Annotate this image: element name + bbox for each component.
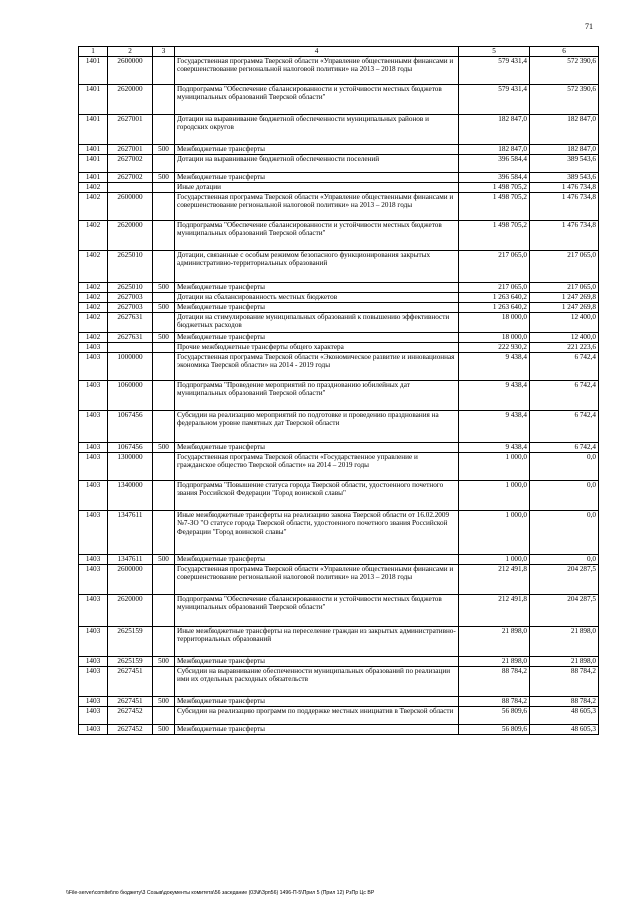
cell-c5: 88 784,2 <box>459 696 530 706</box>
table-row <box>79 312 599 332</box>
table-row <box>79 302 599 312</box>
cell-c5: 9 438,4 <box>459 442 530 452</box>
cell-c6: 0,0 <box>530 452 599 480</box>
cell-c6: 217 065,0 <box>530 250 599 282</box>
cell-c6: 217 065,0 <box>530 282 599 292</box>
cell-c4: Межбюджетные трансферты <box>175 724 459 734</box>
cell-c3 <box>153 706 175 724</box>
cell-c5: 88 784,2 <box>459 666 530 696</box>
cell-c4: Государственная программа Тверской области «Управление общественными финансами и совершенствование региональной налоговой политики» на 2013 – 2018 годы <box>175 564 459 594</box>
cell-c2: 2627452 <box>108 724 153 734</box>
cell-c3: 500 <box>153 656 175 666</box>
cell-c5: 21 898,0 <box>459 656 530 666</box>
cell-c1: 1403 <box>79 554 108 564</box>
cell-c1: 1403 <box>79 626 108 656</box>
header-row <box>79 47 599 57</box>
cell-c4: Государственная программа Тверской области «Государственное управление и гражданское общество Тверской области» на 2014 – 2019 годы <box>175 452 459 480</box>
cell-c6: 48 605,3 <box>530 706 599 724</box>
page-number: 71 <box>585 22 593 31</box>
cell-c2: 2627001 <box>108 144 153 154</box>
cell-c1: 1401 <box>79 56 108 84</box>
cell-c6: 21 898,0 <box>530 656 599 666</box>
cell-c2: 2627451 <box>108 696 153 706</box>
cell-c1: 1401 <box>79 114 108 144</box>
cell-c2: 2620000 <box>108 84 153 114</box>
cell-c6: 1 476 734,8 <box>530 182 599 192</box>
cell-c1: 1403 <box>79 342 108 352</box>
cell-c2 <box>108 182 153 192</box>
table-row <box>79 172 599 182</box>
table-row <box>79 696 599 706</box>
cell-c1: 1403 <box>79 724 108 734</box>
cell-c3 <box>153 182 175 192</box>
file-path-footer: \\File-server\comitet\по бюджету\3 Созыв\документы комитета\56 заседание (03\й\Зрп56) 1496-П-5\Прил 5 (Прил 12) РзПр Цс ВР <box>66 890 375 896</box>
cell-c2: 2627001 <box>108 114 153 144</box>
cell-c1: 1403 <box>79 706 108 724</box>
cell-c3 <box>153 666 175 696</box>
cell-c1: 1403 <box>79 510 108 554</box>
table-row <box>79 192 599 220</box>
cell-c1: 1401 <box>79 144 108 154</box>
cell-c3 <box>153 250 175 282</box>
cell-c4: Дотации на выравнивание бюджетной обеспеченности муниципальных районов и городских округов <box>175 114 459 144</box>
cell-c4: Межбюджетные трансферты <box>175 696 459 706</box>
cell-c6: 1 476 734,8 <box>530 192 599 220</box>
cell-c2: 2627451 <box>108 666 153 696</box>
cell-c1: 1402 <box>79 250 108 282</box>
cell-c2: 1300000 <box>108 452 153 480</box>
cell-c6: 6 742,4 <box>530 442 599 452</box>
cell-c5: 212 491,8 <box>459 594 530 626</box>
cell-c3 <box>153 564 175 594</box>
cell-c5: 396 584,4 <box>459 172 530 182</box>
cell-c1: 1403 <box>79 666 108 696</box>
table-row <box>79 380 599 410</box>
cell-c6: 182 847,0 <box>530 114 599 144</box>
table-row <box>79 666 599 696</box>
cell-c3: 500 <box>153 332 175 342</box>
cell-c2: 1067456 <box>108 410 153 442</box>
cell-c5: 18 000,0 <box>459 332 530 342</box>
cell-c2: 2627003 <box>108 292 153 302</box>
cell-c6: 48 605,3 <box>530 724 599 734</box>
table-row <box>79 410 599 442</box>
cell-c5: 396 584,4 <box>459 154 530 172</box>
cell-c6: 88 784,2 <box>530 696 599 706</box>
cell-c4: Иные межбюджетные трансферты на переселение граждан из закрытых административно-территориальных образований <box>175 626 459 656</box>
cell-c2: 1060000 <box>108 380 153 410</box>
cell-c5: 1 000,0 <box>459 480 530 510</box>
cell-c4: Субсидии на реализацию мероприятий по подготовке и проведению празднования на федеральном уровне памятных дат Тверской области <box>175 410 459 442</box>
cell-c4: Субсидии на выравнивание обеспеченности муниципальных образований по реализации ими их отдельных расходных обязательств <box>175 666 459 696</box>
cell-c4: Государственная программа Тверской области «Управление общественными финансами и совершенствование региональной налоговой политики» на 2013 – 2018 годы <box>175 192 459 220</box>
cell-c5: 1 263 640,2 <box>459 302 530 312</box>
cell-c6: 0,0 <box>530 510 599 554</box>
cell-c3: 500 <box>153 302 175 312</box>
header-cell: 2 <box>108 47 153 57</box>
cell-c4: Подпрограмма "Обеспечение сбалансированности и устойчивости местных бюджетов муниципальных образований Тверской области" <box>175 84 459 114</box>
cell-c1: 1401 <box>79 84 108 114</box>
cell-c1: 1402 <box>79 182 108 192</box>
cell-c1: 1401 <box>79 154 108 172</box>
cell-c1: 1403 <box>79 380 108 410</box>
header-cell: 1 <box>79 47 108 57</box>
cell-c6: 0,0 <box>530 554 599 564</box>
cell-c1: 1402 <box>79 292 108 302</box>
cell-c4: Межбюджетные трансферты <box>175 172 459 182</box>
table-row <box>79 282 599 292</box>
cell-c3 <box>153 312 175 332</box>
table-row <box>79 724 599 734</box>
cell-c4: Подпрограмма "Обеспечение сбалансированности и устойчивости местных бюджетов муниципальных образований Тверской области" <box>175 594 459 626</box>
cell-c3 <box>153 192 175 220</box>
cell-c1: 1403 <box>79 564 108 594</box>
cell-c3 <box>153 480 175 510</box>
cell-c6: 1 247 269,8 <box>530 292 599 302</box>
table-row <box>79 56 599 84</box>
table-row <box>79 182 599 192</box>
cell-c6: 572 390,6 <box>530 56 599 84</box>
table-row <box>79 332 599 342</box>
cell-c6: 221 223,6 <box>530 342 599 352</box>
cell-c5: 1 498 705,2 <box>459 220 530 250</box>
cell-c2: 1067456 <box>108 442 153 452</box>
cell-c4: Иные дотации <box>175 182 459 192</box>
cell-c2: 2625010 <box>108 282 153 292</box>
cell-c2 <box>108 342 153 352</box>
cell-c3 <box>153 380 175 410</box>
cell-c3 <box>153 342 175 352</box>
cell-c4: Межбюджетные трансферты <box>175 554 459 564</box>
table-row <box>79 84 599 114</box>
cell-c1: 1403 <box>79 594 108 626</box>
cell-c4: Подпрограмма "Проведение мероприятий по празднованию юбилейных дат муниципальных образований Тверской области" <box>175 380 459 410</box>
cell-c4: Дотации на сбалансированность местных бюджетов <box>175 292 459 302</box>
cell-c5: 182 847,0 <box>459 114 530 144</box>
cell-c5: 1 000,0 <box>459 554 530 564</box>
cell-c3 <box>153 510 175 554</box>
cell-c3 <box>153 154 175 172</box>
cell-c3: 500 <box>153 172 175 182</box>
cell-c3 <box>153 410 175 442</box>
table-row <box>79 442 599 452</box>
cell-c3 <box>153 352 175 380</box>
cell-c5: 18 000,0 <box>459 312 530 332</box>
cell-c4: Межбюджетные трансферты <box>175 302 459 312</box>
table-row <box>79 510 599 554</box>
cell-c6: 204 287,5 <box>530 594 599 626</box>
cell-c2: 2627452 <box>108 706 153 724</box>
cell-c1: 1403 <box>79 696 108 706</box>
table-row <box>79 114 599 144</box>
table-row <box>79 220 599 250</box>
cell-c3 <box>153 292 175 302</box>
cell-c5: 212 491,8 <box>459 564 530 594</box>
cell-c3 <box>153 114 175 144</box>
cell-c2: 1000000 <box>108 352 153 380</box>
cell-c2: 2627631 <box>108 312 153 332</box>
cell-c6: 182 847,0 <box>530 144 599 154</box>
cell-c1: 1402 <box>79 302 108 312</box>
cell-c6: 1 247 269,8 <box>530 302 599 312</box>
cell-c5: 1 498 705,2 <box>459 182 530 192</box>
budget-table <box>78 46 599 735</box>
cell-c2: 1347611 <box>108 554 153 564</box>
cell-c4: Дотации на выравнивание бюджетной обеспеченности поселений <box>175 154 459 172</box>
cell-c5: 9 438,4 <box>459 380 530 410</box>
cell-c4: Подпрограмма "Повышение статуса города Тверской области, удостоенного почетного звания Российской Федерации "Город воинской славы" <box>175 480 459 510</box>
table-row <box>79 706 599 724</box>
cell-c4: Прочие межбюджетные трансферты общего характера <box>175 342 459 352</box>
cell-c2: 2627003 <box>108 302 153 312</box>
cell-c4: Межбюджетные трансферты <box>175 332 459 342</box>
cell-c1: 1403 <box>79 442 108 452</box>
cell-c5: 56 809,6 <box>459 706 530 724</box>
table-row <box>79 342 599 352</box>
cell-c5: 222 930,2 <box>459 342 530 352</box>
cell-c1: 1403 <box>79 656 108 666</box>
cell-c1: 1403 <box>79 452 108 480</box>
cell-c6: 6 742,4 <box>530 380 599 410</box>
cell-c3 <box>153 84 175 114</box>
table-row <box>79 554 599 564</box>
cell-c2: 2625010 <box>108 250 153 282</box>
cell-c6: 12 400,0 <box>530 312 599 332</box>
table-row <box>79 564 599 594</box>
table-row <box>79 154 599 172</box>
cell-c1: 1403 <box>79 410 108 442</box>
header-cell: 6 <box>530 47 599 57</box>
cell-c5: 1 263 640,2 <box>459 292 530 302</box>
cell-c6: 6 742,4 <box>530 410 599 442</box>
cell-c2: 2627002 <box>108 154 153 172</box>
table-body <box>79 47 599 735</box>
cell-c5: 579 431,4 <box>459 84 530 114</box>
cell-c2: 2600000 <box>108 192 153 220</box>
cell-c6: 389 543,6 <box>530 172 599 182</box>
cell-c2: 2600000 <box>108 564 153 594</box>
cell-c3: 500 <box>153 144 175 154</box>
cell-c6: 21 898,0 <box>530 626 599 656</box>
cell-c2: 2620000 <box>108 594 153 626</box>
header-cell: 5 <box>459 47 530 57</box>
cell-c6: 12 400,0 <box>530 332 599 342</box>
cell-c3: 500 <box>153 554 175 564</box>
cell-c4: Подпрограмма "Обеспечение сбалансированности и устойчивости местных бюджетов муниципальных образований Тверской области" <box>175 220 459 250</box>
cell-c3 <box>153 594 175 626</box>
cell-c2: 2627631 <box>108 332 153 342</box>
cell-c1: 1402 <box>79 312 108 332</box>
cell-c3: 500 <box>153 724 175 734</box>
cell-c6: 0,0 <box>530 480 599 510</box>
cell-c3 <box>153 220 175 250</box>
table-row <box>79 480 599 510</box>
cell-c4: Межбюджетные трансферты <box>175 656 459 666</box>
table-row <box>79 352 599 380</box>
cell-c4: Дотации на стимулирование муниципальных образований к повышению эффективности бюджетных расходов <box>175 312 459 332</box>
cell-c4: Межбюджетные трансферты <box>175 282 459 292</box>
cell-c4: Межбюджетные трансферты <box>175 144 459 154</box>
cell-c5: 1 498 705,2 <box>459 192 530 220</box>
cell-c4: Государственная программа Тверской области «Управление общественными финансами и совершенствование региональной налоговой политики» на 2013 – 2018 годы <box>175 56 459 84</box>
cell-c4: Государственная программа Тверской области «Экономическое развитие и инновационная экономика Тверской области» на 2014 - 2019 годы <box>175 352 459 380</box>
cell-c3: 500 <box>153 696 175 706</box>
cell-c2: 2625159 <box>108 626 153 656</box>
cell-c1: 1402 <box>79 220 108 250</box>
cell-c2: 2600000 <box>108 56 153 84</box>
cell-c3: 500 <box>153 282 175 292</box>
cell-c4: Субсидии на реализацию программ по поддержке местных инициатив в Тверской области <box>175 706 459 724</box>
cell-c1: 1402 <box>79 332 108 342</box>
header-cell: 3 <box>153 47 175 57</box>
cell-c1: 1401 <box>79 172 108 182</box>
cell-c5: 1 000,0 <box>459 452 530 480</box>
table-row <box>79 626 599 656</box>
table-row <box>79 250 599 282</box>
cell-c3 <box>153 56 175 84</box>
table-row <box>79 144 599 154</box>
cell-c5: 217 065,0 <box>459 282 530 292</box>
header-cell: 4 <box>175 47 459 57</box>
cell-c5: 182 847,0 <box>459 144 530 154</box>
cell-c2: 2625159 <box>108 656 153 666</box>
cell-c4: Межбюджетные трансферты <box>175 442 459 452</box>
cell-c1: 1402 <box>79 192 108 220</box>
cell-c4: Дотации, связанные с особым режимом безопасного функционирования закрытых административно-территориальных образований <box>175 250 459 282</box>
cell-c1: 1402 <box>79 282 108 292</box>
cell-c6: 572 390,6 <box>530 84 599 114</box>
table-row <box>79 452 599 480</box>
cell-c5: 9 438,4 <box>459 410 530 442</box>
table-row <box>79 656 599 666</box>
cell-c3: 500 <box>153 442 175 452</box>
cell-c5: 217 065,0 <box>459 250 530 282</box>
cell-c4: Иные межбюджетные трансферты на реализацию закона Тверской области от 16.02.2009 №7-ЗО "О статусе города Тверской области, удостоенного почетного звания Российской Федерации "Город воинской славы" <box>175 510 459 554</box>
cell-c5: 579 431,4 <box>459 56 530 84</box>
cell-c2: 2620000 <box>108 220 153 250</box>
cell-c5: 9 438,4 <box>459 352 530 380</box>
cell-c6: 88 784,2 <box>530 666 599 696</box>
cell-c6: 1 476 734,8 <box>530 220 599 250</box>
cell-c5: 1 000,0 <box>459 510 530 554</box>
table-row <box>79 292 599 302</box>
cell-c6: 204 287,5 <box>530 564 599 594</box>
cell-c5: 56 809,6 <box>459 724 530 734</box>
cell-c3 <box>153 626 175 656</box>
cell-c5: 21 898,0 <box>459 626 530 656</box>
table-row <box>79 594 599 626</box>
cell-c2: 1340000 <box>108 480 153 510</box>
cell-c1: 1403 <box>79 352 108 380</box>
cell-c2: 1347611 <box>108 510 153 554</box>
cell-c1: 1403 <box>79 480 108 510</box>
cell-c3 <box>153 452 175 480</box>
cell-c6: 6 742,4 <box>530 352 599 380</box>
cell-c6: 389 543,6 <box>530 154 599 172</box>
cell-c2: 2627002 <box>108 172 153 182</box>
